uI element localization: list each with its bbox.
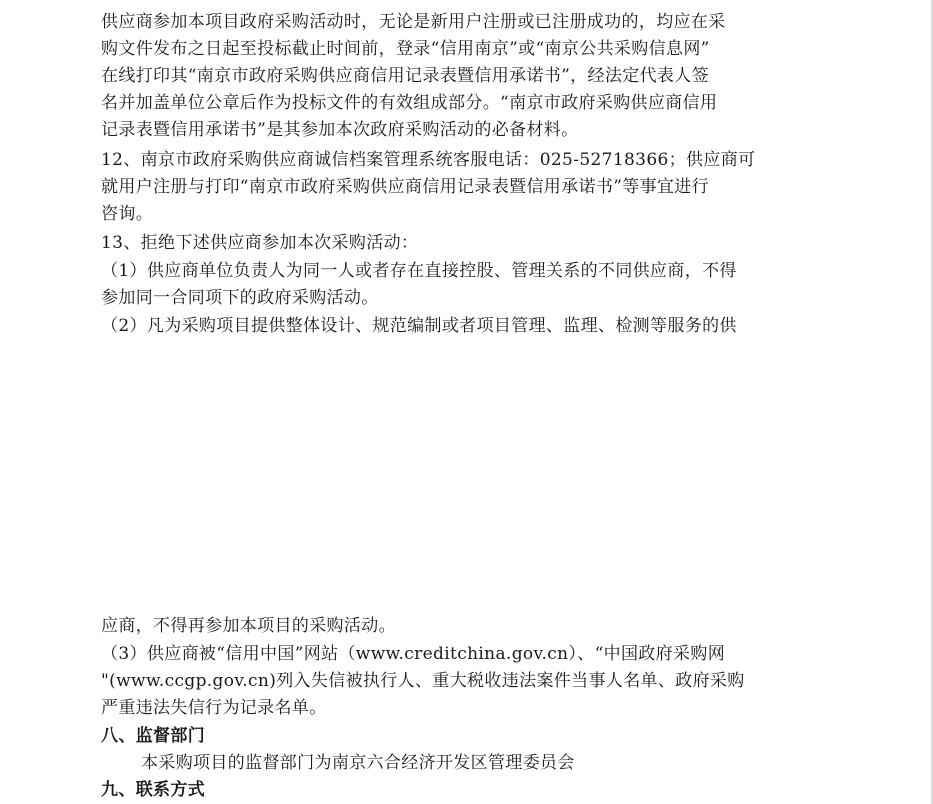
text-line: 供应商参加本项目政府采购活动时，无论是新用户注册或已注册成功的，均应在采 — [101, 12, 726, 32]
text-line: 记录表暨信用承诺书”是其参加本次政府采购活动的必备材料。 — [101, 120, 579, 140]
text-line: 咨询。 — [101, 204, 154, 224]
text-line: 就用户注册与打印“南京市政府采购供应商信用记录表暨信用承诺书”等事宜进行 — [101, 177, 709, 197]
text-line: 购文件发布之日起至投标截止时间前，登录“信用南京”或“南京公共采购信息网” — [101, 39, 710, 59]
section-heading-contact: 九、联系方式 — [101, 780, 206, 800]
text-line: 名并加盖单位公章后作为投标文件的有效组成部分。“南京市政府采购供应商信用 — [101, 93, 718, 113]
text-line: 在线打印其“南京市政府采购供应商信用记录表暨信用承诺书”，经法定代表人签 — [101, 66, 709, 86]
supervision-body: 本采购项目的监督部门为南京六合经济开发区管理委员会 — [141, 753, 575, 773]
text-line: 应商，不得再参加本项目的采购活动。 — [101, 616, 396, 636]
section-heading-supervision: 八、监督部门 — [101, 726, 206, 746]
text-line: 12、南京市政府采购供应商诚信档案管理系统客服电话：025-52718366；供应商可 — [101, 150, 756, 170]
text-line: （3）供应商被“信用中国”网站（www.creditchina.gov.cn）、“中国政府采购网 — [101, 644, 726, 664]
text-line: （1）供应商单位负责人为同一人或者存在直接控股、管理关系的不同供应商，不得 — [101, 261, 737, 281]
text-line: （2）凡为采购项目提供整体设计、规范编制或者项目管理、监理、检测等服务的供 — [101, 316, 737, 336]
text-line: 参加同一合同项下的政府采购活动。 — [101, 288, 379, 308]
text-line: "(www.ccgp.gov.cn)列入失信被执行人、重大税收违法案件当事人名单、政府采购 — [101, 671, 745, 691]
text-line: 严重违法失信行为记录名单。 — [101, 698, 327, 718]
text-line: 13、拒绝下述供应商参加本次采购活动： — [101, 233, 419, 253]
